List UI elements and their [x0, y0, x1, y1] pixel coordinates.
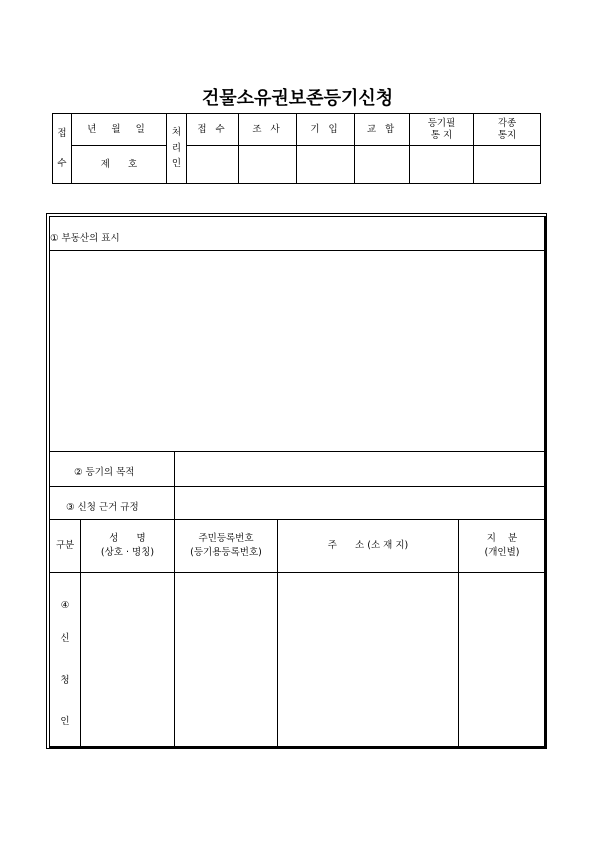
date-field-label: 년 월 일: [72, 114, 167, 146]
number-field-label: 제 호: [72, 146, 167, 184]
cell-registration-notice[interactable]: [410, 146, 474, 184]
cell-verification[interactable]: [355, 146, 410, 184]
col-various-notice: 각종 통지: [474, 114, 541, 146]
application-form: [49, 216, 547, 749]
applicant-address-input[interactable]: [278, 573, 458, 746]
cell-various-notice[interactable]: [474, 146, 541, 184]
col-entry: 기 입: [297, 114, 355, 146]
applicant-name-input[interactable]: [81, 573, 174, 746]
col-verification: 교 합: [355, 114, 410, 146]
header-share: 지 분 (개인별): [484, 533, 520, 558]
applicant-section: 구분 성 명 (상호 · 명칭) 주민등록번호 (등기용등록번호) 주 소 (소 재 지) 지 분 (개인별) ④ 신 청 인: [50, 520, 544, 746]
reception-table: [52, 113, 541, 184]
header-type: 구분: [55, 540, 75, 552]
header-address: 주 소 (소 재 지): [327, 540, 409, 552]
basis-label: ③ 신청 근거 규정: [66, 502, 139, 513]
property-description-area[interactable]: [50, 251, 544, 452]
page-title: 건물소유권보존등기신청: [201, 88, 394, 109]
reception-label: 접 수: [53, 114, 72, 184]
property-label: ① 부동산의 표시: [50, 233, 120, 244]
purpose-input[interactable]: [175, 452, 544, 486]
col-reception: 접 수: [187, 114, 239, 146]
purpose-label: ② 등기의 목적: [74, 467, 135, 478]
col-investigation: 조 사: [239, 114, 297, 146]
header-id-number: 주민등록번호 (등기용등록번호): [190, 533, 262, 558]
cell-reception[interactable]: [187, 146, 239, 184]
cell-investigation[interactable]: [239, 146, 297, 184]
applicant-id-input[interactable]: [175, 573, 277, 746]
handler-label: 처 리 인: [167, 114, 187, 184]
basis-row: [50, 487, 544, 520]
applicant-header: [50, 520, 544, 573]
col-registration-notice: 등기필 통 지: [410, 114, 474, 146]
property-section-header: [50, 217, 544, 251]
cell-entry[interactable]: [297, 146, 355, 184]
applicant-share-input[interactable]: [459, 573, 544, 746]
header-name: 성 명 (상호 · 명칭): [100, 533, 155, 558]
basis-input[interactable]: [175, 487, 544, 519]
purpose-row: [50, 452, 544, 487]
